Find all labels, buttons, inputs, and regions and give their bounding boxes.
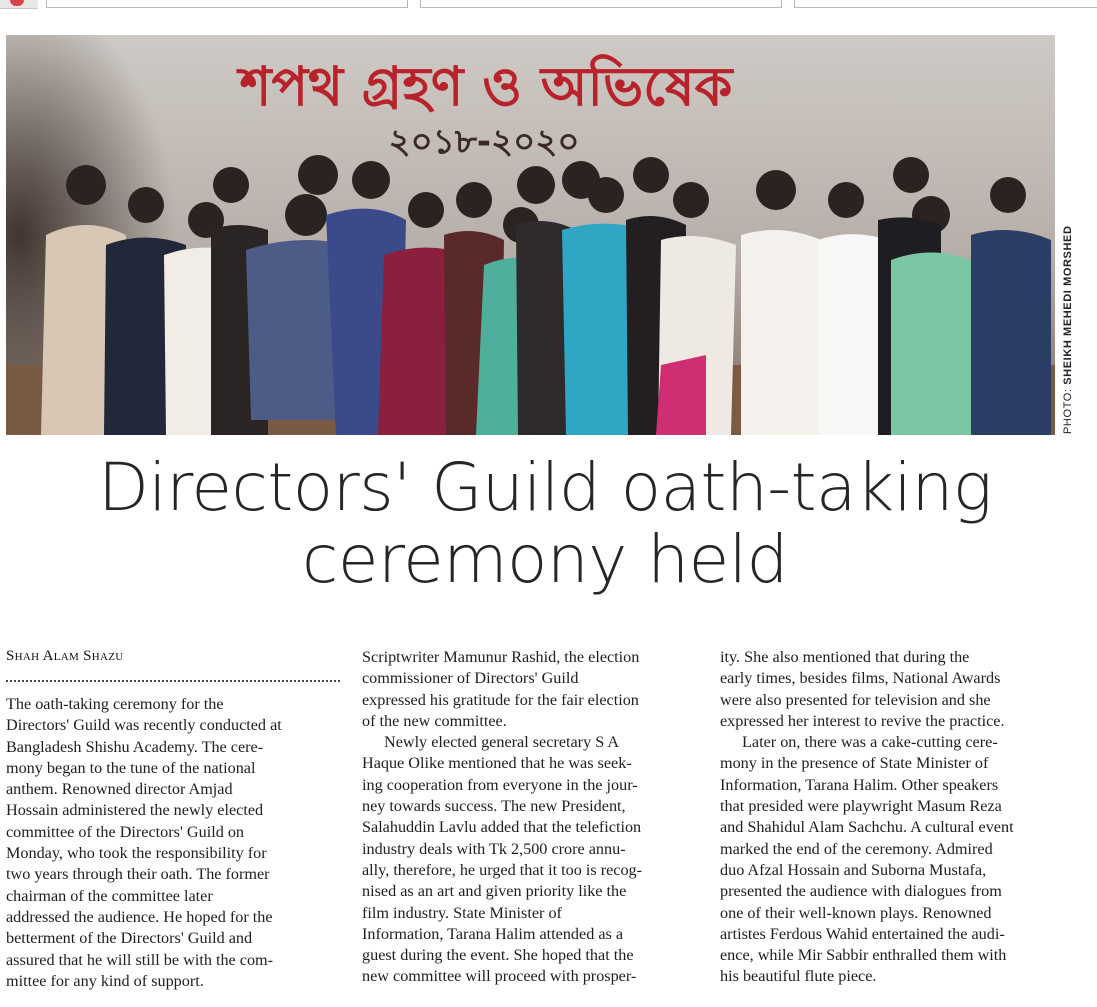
column-line: chairman of the committee later — [6, 886, 213, 905]
column-line: guest during the event. She hoped that the — [362, 946, 634, 965]
column-line: nised as an art and given priority like the — [362, 882, 627, 901]
column-line: commissioner of Directors' Guild — [362, 669, 579, 688]
column-line: ney towards success. The new President, — [362, 797, 626, 816]
column-line: ity. She also mentioned that during the — [720, 648, 970, 666]
event-photo — [6, 35, 1055, 435]
column-line: marked the end of the ceremony. Admired — [720, 839, 993, 858]
column-line: Monday, who took the responsibility for — [6, 844, 267, 863]
top-box-3 — [794, 0, 1097, 8]
byline-divider — [6, 680, 340, 682]
byline: Shah Alam Shazu — [6, 648, 124, 664]
top-box-1 — [46, 0, 408, 8]
column-line: Directors' Guild was recently conducted at — [6, 716, 282, 735]
banner-title: শপথ গ্রহণ ও অভিষেক — [239, 55, 733, 118]
column-line: that presided were playwright Masum Reza — [720, 797, 1002, 816]
column-line: of the new committee. — [362, 711, 507, 730]
top-box-2 — [420, 0, 782, 8]
column-line: expressed her interest to revive the practice. — [720, 711, 1005, 730]
corner-tab — [0, 0, 38, 9]
column-line: one of their well-known plays. Renowned — [720, 903, 992, 922]
column-line: film industry. State Minister of — [362, 903, 562, 922]
headline-line-1: Directors' Guild oath-taking — [98, 449, 992, 526]
event-photo-illustration — [6, 35, 1055, 435]
column-line: artistes Ferdous Wahid entertained the audi- — [720, 924, 1005, 943]
column-line: ally, therefore, he urged that it too is recog- — [362, 860, 643, 879]
headline — [40, 449, 1050, 598]
photo-credit — [1062, 198, 1078, 434]
column-line: anthem. Renowned director Amjad — [6, 780, 233, 799]
column-line: assured that he will still be with the com- — [6, 950, 274, 969]
column-line: mittee for any kind of support. — [6, 971, 204, 990]
photo-credit-name: SHEIKH MEHEDI MORSHED — [1062, 225, 1074, 385]
column-line: Scriptwriter Mamunur Rashid, the election — [362, 648, 640, 666]
column-line: were also presented for television and she — [720, 690, 991, 709]
column-line: Bangladesh Shishu Academy. The cere- — [6, 737, 264, 756]
column-line: Haque Olike mentioned that he was seek- — [362, 754, 632, 773]
column-line: ing cooperation from everyone in the jour- — [362, 775, 638, 794]
column-line: committee of the Directors' Guild on — [6, 822, 245, 841]
column-line: ence, while Mir Sabbir enthralled them with — [720, 946, 1007, 965]
article-column-1 — [6, 694, 340, 992]
banner-years: ২০১৮-২০২০ — [388, 122, 580, 162]
column-line: early times, besides films, National Awards — [720, 669, 1001, 688]
article-column-3 — [720, 647, 1060, 988]
column-line: Hossain administered the newly elected — [6, 801, 264, 820]
page-top-strip — [0, 0, 1097, 10]
column-line: mony in the presence of State Minister of — [720, 754, 989, 773]
column-line: two years through their oath. The former — [6, 865, 270, 884]
column-line: his beautiful flute piece. — [720, 967, 877, 986]
column-line: Newly elected general secretary S A — [384, 733, 620, 752]
column-line: Information, Tarana Halim attended as a — [362, 924, 624, 943]
column-line: presented the audience with dialogues from — [720, 882, 1002, 901]
column-line: industry deals with Tk 2,500 crore annu- — [362, 839, 626, 858]
column-line: and Shahidul Alam Sachchu. A cultural event — [720, 818, 1014, 837]
column-line: Later on, there was a cake-cutting cere- — [742, 733, 998, 752]
column-line: Salahuddin Lavlu added that the telefiction — [362, 818, 642, 837]
photo-credit-prefix: PHOTO: — [1062, 384, 1074, 434]
column-line: betterment of the Directors' Guild and — [6, 929, 253, 948]
column-line: mony began to the tune of the national — [6, 758, 256, 777]
corner-mark-icon — [10, 0, 24, 6]
column-line: new committee will proceed with prosper- — [362, 967, 637, 986]
column-line: addressed the audience. He hoped for the — [6, 907, 273, 926]
article-column-2 — [362, 647, 700, 988]
column-line: Information, Tarana Halim. Other speakers — [720, 775, 999, 794]
headline-line-2: ceremony held — [302, 521, 788, 598]
column-line: duo Afzal Hossain and Suborna Mustafa, — [720, 860, 987, 879]
column-line: expressed his gratitude for the fair election — [362, 690, 639, 709]
column-line: The oath-taking ceremony for the — [6, 695, 224, 713]
